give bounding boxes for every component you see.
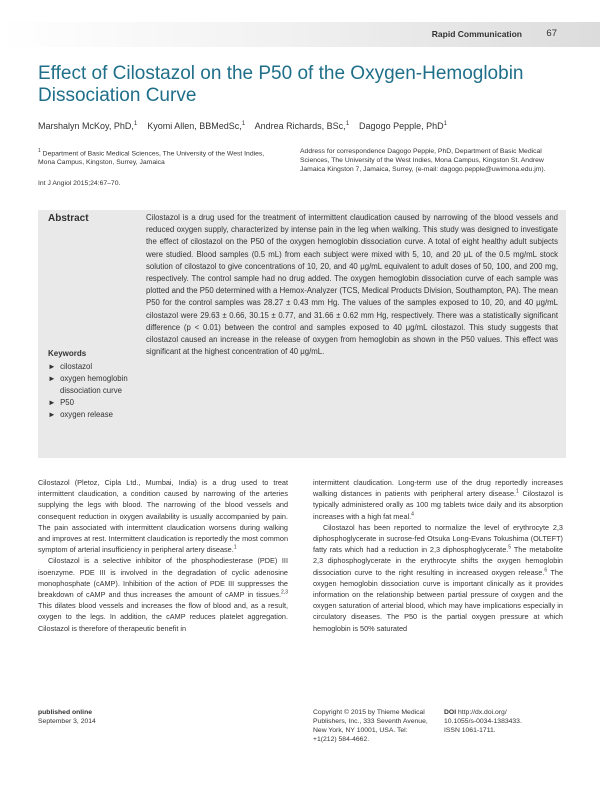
keyword-item: ► P50 <box>48 398 74 407</box>
paragraph: Cilostazol is a selective inhibitor of the phosphodiesterase (PDE) III isoenzyme. PDE III is involved in the degradation of cyclic adenosine monophosphate (cAMP). Inhibition of the action of PDE III suppresses the breakdown of cAMP and thus increases the amount of cAMP in tissues.$^{2,3}$ This dilates blood vessels and increases the flow of blood and, as a result, oxygen to the legs. In addition, the cAMP reduces platelet aggregation. Cilostazol is therefore of therapeutic benefit in <box>38 556 288 633</box>
keyword-item: ► oxygen release <box>48 410 113 419</box>
article-title: Effect of Cilostazol on the P50 of the Oxygen-Hemoglobin Dissociation Curve <box>38 63 524 106</box>
citation: Int J Angiol 2015;24:67–70. <box>38 180 121 187</box>
bullet-icon: ► <box>48 398 56 407</box>
bullet-icon: ► <box>48 362 56 371</box>
published-date: September 3, 2014 <box>38 718 96 725</box>
bullet-icon: ► <box>48 374 56 383</box>
published-label: published online <box>38 709 92 716</box>
keyword-item: ► cilostazol <box>48 362 93 371</box>
author: Andrea Richards, BSc,$^1$ <box>254 121 350 131</box>
doi-info: DOI http://dx.doi.org/ 10.1055/s-0034-1383433. ISSN 1061-1711. <box>444 709 522 734</box>
body-column-right <box>313 477 563 634</box>
issn: ISSN 1061-1711. <box>444 727 496 734</box>
author: Dagogo Pepple, PhD$^1$ <box>359 121 447 131</box>
doi-value: 10.1055/s-0034-1383433. <box>444 718 522 725</box>
bullet-icon: ► <box>48 410 56 419</box>
page-number: 67 <box>546 28 557 39</box>
doi-link[interactable]: http://dx.doi.org/ <box>457 709 507 716</box>
correspondence: Address for correspondence Dagogo Pepple, PhD, Department of Basic Medical Sciences, The University of the West Indies, Mona Campus, Kingston St. Andrew Jamaica Kingston 7, Jamaica, Surrey, (e-mail: dagogo.pepple@uwimona.edu.jm). <box>300 148 546 173</box>
section-label: Rapid Communication <box>431 29 522 39</box>
author: Marshalyn McKoy, PhD,$^1$ <box>38 121 138 131</box>
affiliation: $^1$ Department of Basic Medical Sciences, The University of the West Indies, Mona Campus, Kingston, Surrey, Jamaica <box>38 148 265 167</box>
copyright: Copyright © 2015 by Thieme Medical Publishers, Inc., 333 Seventh Avenue, New York, NY 10001, USA. Tel: +1(212) 584-4662. <box>313 709 428 743</box>
paragraph: intermittent claudication. Long-term use of the drug reportedly increases walking distances in patients with peripheral artery disease.$^1$ Cilostazol is typically administered orally as 100 mg tablets twice daily and its absorption increases with a high fat meal.$^4$ <box>313 478 563 521</box>
publication-info <box>38 708 188 726</box>
paragraph: Cilostazol has been reported to normalize the level of erythrocyte 2,3 diphosphoglycerate in sucrose-fed Otsuka Long-Evans Tokushima (OLTEFT) fatty rats which had a reduction in 2,3 diphosphoglycerate.$^5$ The metabolite 2,3 diphosphoglycerate in the erythrocyte shifts the oxygen hemoglobin dissociation curve to the right resulting in increased oxygen release.$^6$ The oxygen hemoglobin dissociation curve is important clinically as it provides information on the relationship between partial pressure of oxygen and the oxygen saturation of arterial blood, which may have implications especially in circulatory diseases. The P50 is the partial oxygen pressure at which hemoglobin is 50% saturated <box>313 522 563 633</box>
paragraph: Cilostazol (Pletoz, Cipla Ltd., Mumbai, India) is a drug used to treat intermittent claudication, a condition caused by narrowing of the arteries supplying the legs with blood. The narrowing of the blood vessels and consequent reduction in oxygen availability is usually accompanied by pain. The pain associated with intermittent claudication worsens during walking and improves at rest. Intermittent claudication is reportedly the most common symptom of arterial insufficiency in peripheral artery disease.$^1$ <box>38 478 288 555</box>
keyword-item: ► oxygen hemoglobin dissociation curve <box>48 374 128 395</box>
abstract-text: Cilostazol is a drug used for the treatment of intermittent claudication caused by narrowing of the blood vessels and reduced oxygen supply, characterized by intense pain in the leg when walking. This study was designed to investigate the effect of cilostazol on the P50 of the oxygen hemoglobin dissociation curve. A total of eight healthy adult subjects were studied. Blood samples (0.5 mL) from each subject were mixed with 5, 10, and 20 μL of the 0.5 mg/mL stock solution of cilostazol to give concentrations of 10, 20, and 40 μg/mL equivalent to adult doses of 50, 100, and 200 mg, respectively. The control sample had no drug added. The oxygen hemoglobin dissociation curve of each sample was plotted and the P50 determined with a Hemox-Analyzer (TCS, Medical Products Division, Southampton, PA). The mean P50 for the control samples was 28.27 ± 0.43 mm Hg. The values of the samples exposed to 10, 20, and 40 μg/mL cilostazol were 29.63 ± 0.66, 30.15 ± 0.77, and 31.66 ± 0.62 mm Hg, respectively. There was a statistically significant difference (p < 0.01) between the control and samples exposed to 40 μg/mL cilostazol. This study suggests that cilostazol caused an increase in the release of oxygen from hemoglobin as shown in the P50 values. This effect was significant at the highest concentration of 40 μg/mL. <box>146 213 558 357</box>
author: Kyomi Allen, BBMedSc,$^1$ <box>147 121 246 131</box>
body-column-left <box>38 477 288 634</box>
author-list <box>38 121 578 131</box>
abstract-heading: Abstract <box>48 213 89 224</box>
keywords-heading: Keywords <box>48 349 87 358</box>
keywords-list <box>48 361 143 421</box>
